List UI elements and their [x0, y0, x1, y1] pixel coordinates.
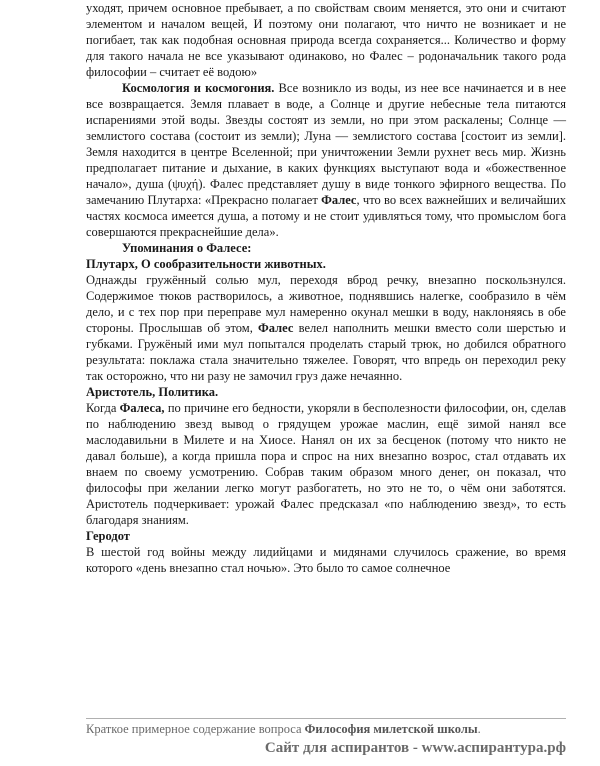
cosmology-text-end: , что во всех важнейших и величайших частях космоса имеется душа, а потому и не стоит удивляться тому, что промыслом бога совершаются прекраснейшие дела».	[86, 193, 566, 239]
aristotle-text-b: по причине его бедности, укоряли в бесполезности философии, он, сделав по наблюдению звезд вывод о грядущем урожае маслин, ещё зимой нанял все маслодавильни в Милете и на Хиосе. Нанял он их за бесценок (потому что никто не давал больше), а когда пришла пора и спрос на них внезапно возрос, стал отдавать их внаем по своему усмотрению. Собрав таким образом много денег, он показал, что философы при желании легко могут разбогатеть, но это не то, о чём они заботятся. Аристотель подчеркивает: урожай Фалес предсказал «по наблюдению звезд», то есть благодаря знаниям.	[86, 401, 566, 527]
plutarch-bold-thales: Фалес	[258, 321, 294, 335]
aristotle-text-a: Когда	[86, 401, 120, 415]
plutarch-text-b: велел наполнить мешки вместо соли шерстью и губками. Гружёный ими мул попытался проделать старый трюк, но добился обратного результата: поклажа стала значительно тяжелее. Говорят, что впредь он переходил реку так осторожно, что ни разу не замочил груз даже нечаянно.	[86, 321, 566, 383]
cosmology-bold-thales: Фалес	[321, 193, 357, 207]
footer-caption-prefix: Краткое примерное содержание вопроса	[86, 722, 305, 736]
heading-mentions-text: Упоминания о Фалесе	[122, 241, 248, 255]
heading-plutarch-text: Плутарх, О сообразительности животных	[86, 257, 323, 271]
footer-site-link[interactable]: Сайт для аспирантов - www.аспирантура.рф	[264, 740, 566, 756]
paragraph-plutarch	[86, 272, 566, 384]
paragraph-aristotle	[86, 400, 566, 528]
plutarch-text-a: Однажды гружённый солью мул, переходя вброд речку, внезапно поскользнулся. Содержимое тюков растворилось, а животное, поднявшись налегке, сообразило в чём дело, и с тех пор при переправе мул намеренно окунал мешки в воду, наклоняясь в обе стороны. Прослышав об этом,	[86, 273, 566, 335]
heading-cosmology: Космология и космогония.	[122, 81, 275, 95]
paragraph-thales-water: уходят, причем основное пребывает, а по свойствам своим меняется, это они и считают элементом и началом вещей, И поэтому они полагают, что ничто не возникает и не погибает, так как подобная основная природа всегда сохраняется... Количество и форму для такого начала не все указывают одинаково, но Фалес – родоначальник такого рода философии – считает её водою»	[86, 1, 566, 79]
footer-caption	[86, 722, 566, 737]
heading-herodotus: Геродот	[86, 529, 130, 543]
paragraph-herodotus: В шестой год войны между лидийцами и мидянами случилось сражение, во время которого «день внезапно стал ночью». Это было то самое солнечное	[86, 545, 566, 575]
footer-divider	[86, 718, 566, 719]
footer-caption-suffix: .	[477, 722, 481, 736]
heading-plutarch: Плутарх, О сообразительности животных.	[86, 257, 326, 271]
document-body	[86, 0, 566, 576]
cosmology-text: Все возникло из воды, из нее все начинается и в нее все возвращается. Земля плавает в воде, а Солнце и другие небесные тела питаются испарениями этой воды. Звезды состоят из земли, но при этом раскалены; Солнце — землистого состава (состоит из земли); Луна — землистого состава [состоит из земли]. Земля находится в центре Вселенной; при уничтожении Земли рухнет весь мир. Жизнь предполагает питание и дыхание, в каких функциях выступают вода и «божественное начало», душа (ψυχή). Фалес представляет душу в виде тонкого эфирного вещества. По замечанию Плутарха: «Прекрасно полагает	[86, 81, 566, 207]
heading-mentions: Упоминания о Фалесе:	[122, 241, 252, 255]
heading-aristotle: Аристотель, Политика.	[86, 385, 219, 399]
footer-caption-topic: Философия милетской школы	[304, 722, 478, 736]
aristotle-bold-thales: Фалеса,	[119, 401, 165, 415]
paragraph-cosmology	[86, 80, 566, 240]
